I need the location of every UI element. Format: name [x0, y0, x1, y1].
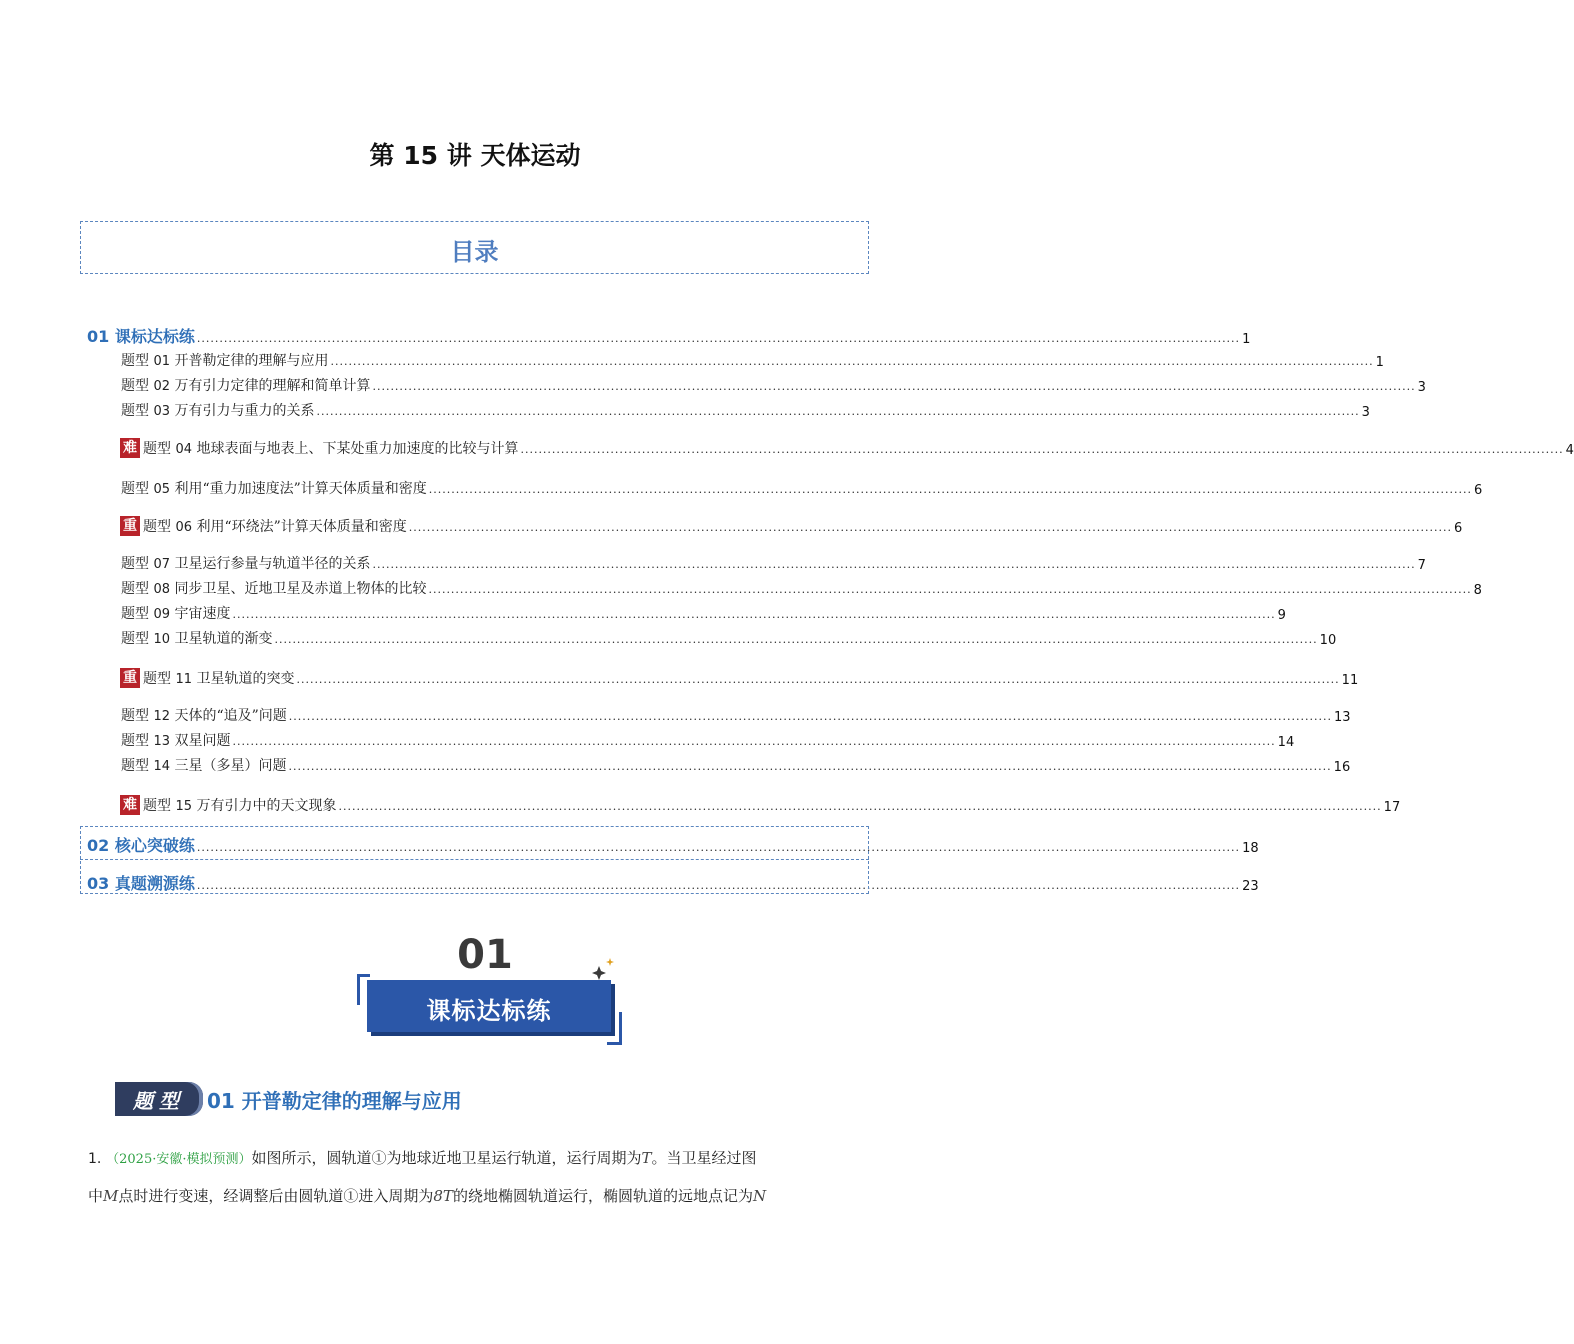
- toc-item-number: 12: [153, 709, 170, 724]
- toc-item-prefix: 题型: [121, 403, 154, 419]
- toc-item-number: 05: [153, 482, 170, 497]
- toc-item-05[interactable]: [121, 478, 1483, 498]
- toc-item-text: 卫星轨道的突变: [196, 671, 295, 687]
- toc-item-number: 10: [153, 632, 170, 647]
- question-line-1: [88, 1147, 757, 1168]
- key-badge: 重: [120, 516, 140, 536]
- toc-item-number: 14: [153, 759, 170, 774]
- topic-heading: [115, 1080, 462, 1118]
- toc-item-prefix: 题型: [121, 378, 154, 394]
- toc-page-number: 3: [1417, 380, 1426, 395]
- toc-item-text: 万有引力定律的理解和简单计算: [174, 378, 371, 394]
- toc-item-number: 04: [175, 442, 192, 457]
- toc-leader-dots: ........................................................................................................................................................................................................................................: [274, 633, 1318, 646]
- toc-item-number: 01: [153, 354, 170, 369]
- toc-item-prefix: 题型: [121, 733, 154, 749]
- toc-item-label: [120, 516, 407, 536]
- toc-item-label: [121, 628, 272, 648]
- toc-section-label: 01 课标达标练: [87, 327, 195, 346]
- banner-bracket-right: [607, 1012, 622, 1045]
- toc-leader-dots: ........................................................................................................................................................................................................................................: [316, 405, 1360, 418]
- toc-section-label: 02 核心突破练: [87, 836, 195, 855]
- toc-item-number: 09: [153, 607, 170, 622]
- toc-item-06[interactable]: [120, 516, 1463, 536]
- toc-item-prefix: 题型: [121, 631, 154, 647]
- math-variable: 8T: [433, 1187, 453, 1205]
- question-text: 。当卫星经过图: [651, 1149, 757, 1167]
- toc-leader-dots: ........................................................................................................................................................................................................................................: [372, 558, 1416, 571]
- toc-leader-dots: ........................................................................................................................................................................................................................................: [288, 760, 1332, 773]
- toc-item-08[interactable]: [121, 578, 1482, 598]
- toc-item-13[interactable]: [121, 730, 1295, 750]
- toc-item-prefix: 题型: [121, 481, 154, 497]
- math-variable: T: [641, 1149, 652, 1167]
- toc-leader-dots: ........................................................................................................................................................................................................................................: [428, 483, 1472, 496]
- toc-item-11[interactable]: [120, 668, 1359, 688]
- sparkle-icon: [591, 958, 617, 980]
- toc-item-prefix: 题型: [143, 519, 176, 535]
- toc-item-label: [121, 553, 370, 573]
- banner-bar: [367, 980, 611, 1032]
- toc-item-number: 07: [153, 557, 170, 572]
- topic-title: 01 开普勒定律的理解与应用: [207, 1088, 462, 1113]
- toc-leader-dots: ........................................................................................................................................................................................................................................: [196, 879, 1241, 892]
- toc-page-number: 7: [1417, 558, 1426, 573]
- toc-page-number: 6: [1474, 483, 1483, 498]
- toc-leader-dots: ........................................................................................................................................................................................................................................: [296, 673, 1340, 686]
- banner-label: 课标达标练: [426, 997, 552, 1025]
- toc-page-number: 10: [1319, 633, 1337, 648]
- toc-item-04[interactable]: [120, 438, 1574, 458]
- toc-leader-dots: ........................................................................................................................................................................................................................................: [408, 521, 1452, 534]
- banner-number: 01: [457, 932, 513, 978]
- toc-item-15[interactable]: [120, 795, 1401, 815]
- difficulty-badge: 难: [120, 438, 140, 458]
- toc-item-prefix: 题型: [121, 556, 154, 572]
- toc-item-text: 地球表面与地表上、下某处重力加速度的比较与计算: [196, 441, 519, 457]
- toc-item-label: [121, 578, 426, 598]
- toc-item-text: 万有引力中的天文现象: [196, 798, 337, 814]
- toc-leader-dots: ........................................................................................................................................................................................................................................: [232, 608, 1276, 621]
- toc-page-number: 4: [1565, 443, 1574, 458]
- toc-leader-dots: ........................................................................................................................................................................................................................................: [196, 332, 1241, 345]
- question-text: 点时进行变速，经调整后由圆轨道①进入周期为: [118, 1187, 434, 1205]
- toc-item-label: [121, 755, 286, 775]
- toc-page-number: 3: [1361, 405, 1370, 420]
- toc-item-label: [120, 668, 294, 688]
- toc-leader-dots: ........................................................................................................................................................................................................................................: [372, 380, 1416, 393]
- toc-page-number: 1: [1242, 332, 1251, 347]
- topic-tag: 题型: [115, 1082, 203, 1116]
- toc-item-text: 宇宙速度: [174, 606, 231, 622]
- toc-item-label: [121, 375, 370, 395]
- toc-item-12[interactable]: [121, 705, 1351, 725]
- toc-item-prefix: 题型: [121, 606, 154, 622]
- toc-leader-dots: ........................................................................................................................................................................................................................................: [232, 735, 1276, 748]
- toc-page-number: 9: [1277, 608, 1286, 623]
- math-variable: M: [103, 1187, 119, 1205]
- toc-item-label: [121, 705, 287, 725]
- toc-item-text: 利用“环绕法”计算天体质量和密度: [196, 519, 407, 535]
- toc-item-prefix: 题型: [121, 353, 154, 369]
- toc-item-prefix: 题型: [121, 708, 154, 724]
- difficulty-badge: 难: [120, 795, 140, 815]
- toc-section-entry[interactable]: [87, 324, 1251, 347]
- toc-item-10[interactable]: [121, 628, 1337, 648]
- toc-item-prefix: 题型: [121, 758, 154, 774]
- toc-page-number: 13: [1334, 710, 1351, 725]
- toc-leader-dots: ........................................................................................................................................................................................................................................: [428, 583, 1472, 596]
- toc-page-number: 6: [1454, 521, 1463, 536]
- toc-item-number: 03: [153, 404, 170, 419]
- toc-item-02[interactable]: [121, 375, 1426, 395]
- toc-item-label: [121, 350, 328, 370]
- page-title: 第 15 讲 天体运动: [369, 141, 581, 170]
- toc-page-number: 8: [1473, 583, 1482, 598]
- toc-item-text: 天体的“追及”问题: [174, 708, 287, 724]
- toc-item-number: 11: [175, 672, 192, 687]
- toc-item-text: 开普勒定律的理解与应用: [174, 353, 329, 369]
- toc-item-number: 06: [175, 520, 192, 535]
- toc-leader-dots: ........................................................................................................................................................................................................................................: [196, 841, 1241, 854]
- toc-item-text: 卫星轨道的渐变: [174, 631, 273, 647]
- question-source: （2025·安徽·模拟预测）: [106, 1152, 252, 1167]
- question-line-2: [88, 1185, 766, 1206]
- toc-item-number: 15: [175, 799, 192, 814]
- toc-leader-dots: ........................................................................................................................................................................................................................................: [520, 443, 1564, 456]
- toc-item-text: 同步卫星、近地卫星及赤道上物体的比较: [174, 581, 427, 597]
- toc-page-number: 16: [1333, 760, 1351, 775]
- toc-item-07[interactable]: [121, 553, 1426, 573]
- toc-item-prefix: 题型: [143, 671, 176, 687]
- toc-item-prefix: 题型: [143, 798, 176, 814]
- toc-item-text: 卫星运行参量与轨道半径的关系: [174, 556, 371, 572]
- toc-page-number: 23: [1242, 879, 1259, 894]
- question-text: 中: [88, 1187, 104, 1205]
- toc-item-number: 08: [153, 582, 170, 597]
- toc-heading: 目录: [450, 238, 499, 266]
- math-variable: N: [752, 1187, 767, 1205]
- toc-item-01[interactable]: [121, 350, 1384, 370]
- toc-item-prefix: 题型: [121, 581, 154, 597]
- question-text: 的绕地椭圆轨道运行，椭圆轨道的远地点记为: [452, 1187, 753, 1205]
- toc-item-text: 双星问题: [174, 733, 231, 749]
- toc-item-label: [120, 795, 336, 815]
- toc-item-number: 02: [153, 379, 170, 394]
- toc-page-number: 14: [1277, 735, 1295, 750]
- toc-item-label: [120, 438, 518, 458]
- toc-leader-dots: ........................................................................................................................................................................................................................................: [338, 800, 1382, 813]
- toc-page-number: 18: [1242, 841, 1259, 856]
- toc-page-number: 11: [1341, 673, 1359, 688]
- toc-item-text: 三星（多星）问题: [174, 758, 287, 774]
- toc-leader-dots: ........................................................................................................................................................................................................................................: [330, 355, 1374, 368]
- toc-section-label: 03 真题溯源练: [87, 874, 195, 893]
- toc-item-14[interactable]: [121, 755, 1351, 775]
- question-text: 如图所示，圆轨道①为地球近地卫星运行轨道，运行周期为: [251, 1149, 642, 1167]
- toc-section-divider: [80, 859, 869, 860]
- key-badge: 重: [120, 668, 140, 688]
- toc-heading-box: [80, 221, 869, 274]
- toc-item-03[interactable]: [121, 400, 1370, 420]
- toc-section-frame: [80, 826, 869, 894]
- toc-item-text: 万有引力与重力的关系: [174, 403, 315, 419]
- toc-item-number: 13: [153, 734, 170, 749]
- toc-item-label: [121, 478, 427, 498]
- question-number: 1.: [88, 1151, 102, 1167]
- toc-item-text: 利用“重力加速度法”计算天体质量和密度: [174, 481, 427, 497]
- toc-item-09[interactable]: [121, 603, 1286, 623]
- toc-item-label: [121, 400, 314, 420]
- toc-item-prefix: 题型: [143, 441, 176, 457]
- toc-item-label: [121, 730, 230, 750]
- toc-item-label: [121, 603, 230, 623]
- toc-page-number: 1: [1375, 355, 1384, 370]
- toc-leader-dots: ........................................................................................................................................................................................................................................: [288, 710, 1332, 723]
- section-banner: [355, 930, 625, 1045]
- toc-page-number: 17: [1383, 800, 1401, 815]
